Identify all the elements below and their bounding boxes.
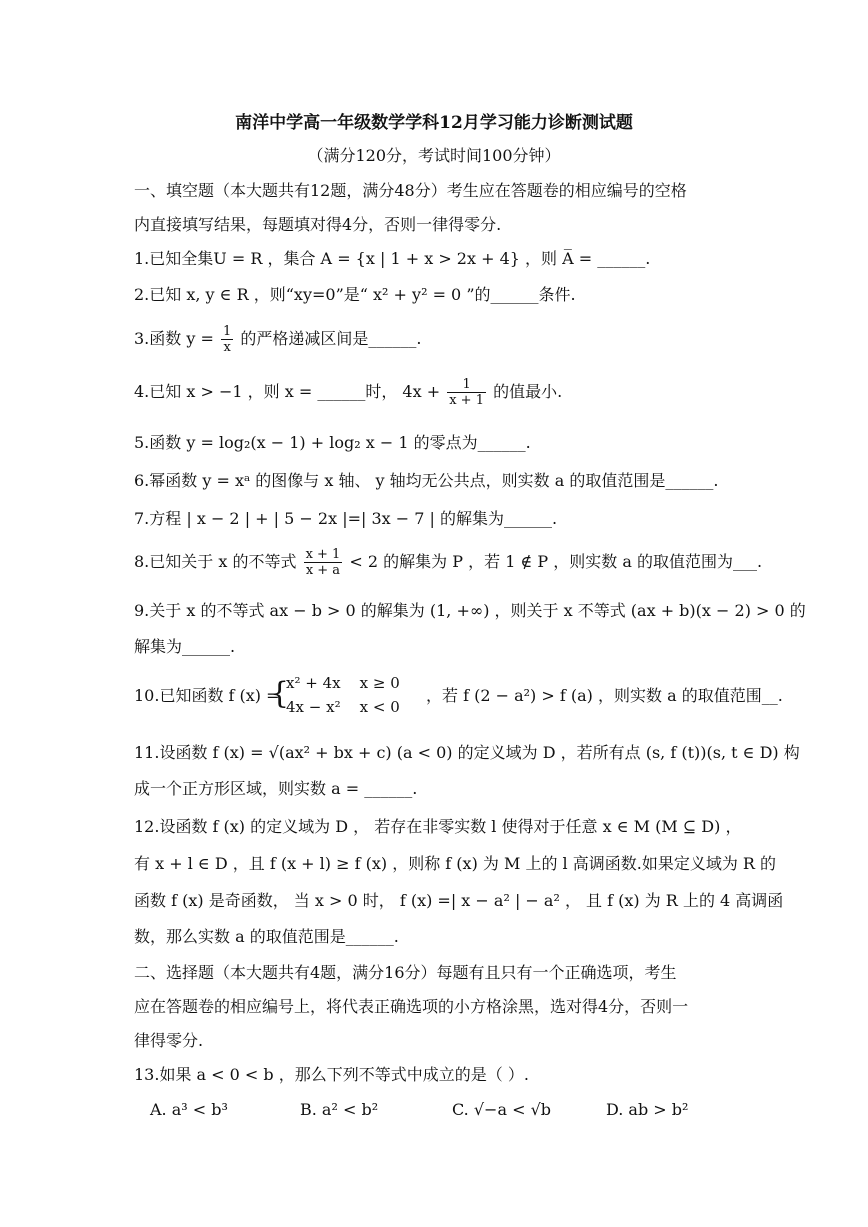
question-11-line2: 成一个正方形区域，则实数 a = ______. <box>134 779 418 798</box>
question-12-line3: 函数 f (x) 是奇函数， 当 x > 0 时， f (x) =| x − a² | − a² ， 且 f (x) 为 R 上的 4 高调函 <box>134 891 784 910</box>
page-title: 南洋中学高一年级数学学科12月学习能力诊断测试题 <box>235 113 633 133</box>
question-10-case2: 4x − x² x < 0 <box>286 698 400 716</box>
question-8 <box>134 545 763 579</box>
question-2: 2.已知 x, y ∈ R ，则“xy=0”是“ x² + y² = 0 ”的______条件. <box>134 285 576 304</box>
question-4-suffix: 的值最小. <box>493 382 563 401</box>
question-5: 5.函数 y = log₂(x − 1) + log₂ x − 1 的零点为______. <box>134 433 531 452</box>
section2-intro-line3: 律得零分. <box>134 1031 204 1050</box>
question-3-numerator: 1 <box>222 324 232 339</box>
question-12-line4: 数，那么实数 a 的取值范围是______. <box>134 927 399 946</box>
option-b: B. a² < b² <box>300 1100 379 1119</box>
question-4-prefix: 4.已知 x > −1 ，则 x = ______时， 4x + <box>134 382 441 401</box>
question-3-prefix: 3.函数 y = <box>134 329 214 348</box>
section1-intro-line1: 一、填空题（本大题共有12题，满分48分）考生应在答题卷的相应编号的空格 <box>134 181 687 200</box>
question-4 <box>134 375 744 409</box>
option-c: C. √−a < √b <box>452 1100 551 1119</box>
question-8-numerator: x + 1 <box>305 547 341 562</box>
question-6: 6.幂函数 y = xᵃ 的图像与 x 轴、 y 轴均无公共点，则实数 a 的取值范围是______. <box>134 471 719 490</box>
question-9-line1: 9.关于 x 的不等式 ax − b > 0 的解集为 (1, +∞) ，则关于 x 不等式 (ax + b)(x − 2) > 0 的 <box>134 601 806 620</box>
question-3-fraction <box>221 324 233 355</box>
section2-intro-line2: 应在答题卷的相应编号上，将代表正确选项的小方格涂黑，选对得4分，否则一 <box>134 997 689 1016</box>
question-12-line1: 12.设函数 f (x) 的定义域为 D ， 若存在非零实数 l 使得对于任意 x ∈ M (M ⊆ D) ， <box>134 817 742 836</box>
question-7: 7.方程 | x − 2 | + | 5 − 2x |=| 3x − 7 | 的解集为______. <box>134 509 558 528</box>
section2-intro-line1: 二、选择题（本大题共有4题，满分16分）每题有且只有一个正确选项，考生 <box>134 963 677 982</box>
question-8-denominator: x + a <box>305 563 341 578</box>
question-8-fraction <box>304 547 343 578</box>
question-1: 1.已知全集U = R ，集合 A = {x | 1 + x > 2x + 4} ，则 A̅ = ______. <box>134 249 651 268</box>
question-4-fraction <box>447 377 486 408</box>
question-8-suffix: < 2 的解集为 P ，若 1 ∉ P ，则实数 a 的取值范围为___. <box>349 552 763 571</box>
option-a: A. a³ < b³ <box>150 1100 228 1119</box>
question-10-suffix: ，若 f (2 − a²) > f (a) ，则实数 a 的取值范围__. <box>426 686 783 705</box>
brace-symbol: { <box>270 676 290 711</box>
question-10 <box>134 672 783 720</box>
question-4-denominator: x + 1 <box>449 393 484 408</box>
section1-intro-line2: 内直接填写结果，每题填对得4分，否则一律得零分. <box>134 215 502 234</box>
question-10-case1: x² + 4x x ≥ 0 <box>286 674 400 692</box>
question-10-prefix: 10.已知函数 f (x) = <box>134 686 280 705</box>
question-3-denominator: x <box>223 340 231 355</box>
question-3 <box>134 322 744 356</box>
page-subtitle: （满分120分，考试时间100分钟） <box>307 146 561 165</box>
question-11-line1: 11.设函数 f (x) = √(ax² + bx + c) (a < 0) 的定义域为 D ，若所有点 (s, f (t))(s, t ∈ D) 构 <box>134 743 800 762</box>
question-3-suffix: 的严格递减区间是______. <box>240 329 422 348</box>
question-4-numerator: 1 <box>447 377 486 393</box>
question-8-prefix: 8.已知关于 x 的不等式 <box>134 552 297 571</box>
question-13-stem: 13.如果 a < 0 < b ，那么下列不等式中成立的是（ ）. <box>134 1065 529 1084</box>
question-9-line2: 解集为______. <box>134 637 236 656</box>
option-d: D. ab > b² <box>606 1100 689 1119</box>
question-12-line2: 有 x + l ∈ D ，且 f (x + l) ≥ f (x) ，则称 f (x) 为 M 上的 l 高调函数.如果定义域为 R 的 <box>134 854 777 873</box>
